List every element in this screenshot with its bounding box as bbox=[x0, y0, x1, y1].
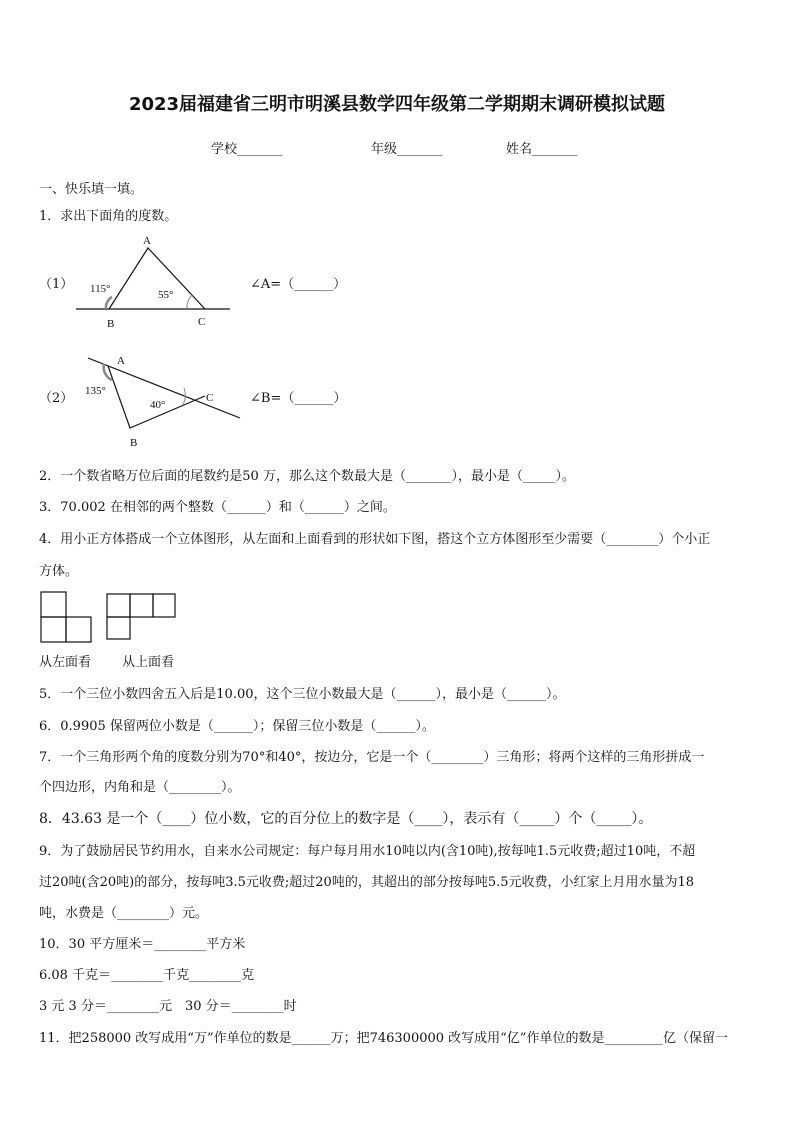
top-view-caption: 从上面看 bbox=[122, 655, 175, 670]
question-10-line-1: 10．30 平方厘米＝________平方米 bbox=[39, 937, 246, 952]
q1-part2-number: （2） bbox=[39, 391, 74, 406]
question-11: 11．把258000 改写成用“万”作单位的数是______万；把746300000 改写成用“亿”作单位的数是_________亿（保留一 bbox=[39, 1031, 728, 1046]
q1-part1-answer: ∠A=（______） bbox=[250, 277, 347, 292]
left-view-square bbox=[41, 617, 66, 642]
vertex-b-label: B bbox=[107, 318, 115, 330]
angle-label-55: 55° bbox=[158, 289, 174, 301]
vertex-a2-label: A bbox=[117, 355, 125, 367]
angle-label-40: 40° bbox=[150, 399, 166, 411]
top-view-square bbox=[130, 594, 153, 617]
left-view-square bbox=[41, 592, 66, 617]
question-10-line-2: 6.08 千克＝________千克________克 bbox=[39, 968, 255, 983]
question-3: 3．70.002 在相邻的两个整数（______）和（______）之间。 bbox=[39, 500, 396, 515]
question-9-line-2: 过20吨(含20吨)的部分，按每吨3.5元收费;超过20吨的，其超出的部分按每吨5.5元收费，小红家上月用水量为18 bbox=[39, 875, 695, 890]
page-title: 2023届福建省三明市明溪县数学四年级第二学期期末调研模拟试题 bbox=[128, 94, 666, 115]
left-view-squares bbox=[41, 592, 91, 642]
q1-part1-number: （1） bbox=[39, 277, 74, 292]
question-7-line-1: 7．一个三角形两个角的度数分别为70°和40°，按边分，它是一个（________）三角形；将两个这样的三角形拼成一 bbox=[39, 750, 705, 765]
question-7-line-2: 个四边形，内角和是（________）。 bbox=[39, 780, 241, 795]
question-2: 2．一个数省略万位后面的尾数约是50 万，那么这个数最大是（_______），最小是（_____）。 bbox=[39, 469, 575, 484]
top-view-square bbox=[107, 594, 130, 617]
question-1-stem: 1．求出下面角的度数。 bbox=[39, 209, 178, 224]
question-4-line-1: 4．用小正方体搭成一个立体图形，从左面和上面看到的形状如下图，搭这个立方体图形至少需要（________）个小正 bbox=[39, 532, 711, 547]
left-view-square bbox=[66, 617, 91, 642]
q1-part2-answer: ∠B=（______） bbox=[250, 391, 347, 406]
question-9-line-3: 吨，水费是（________）元。 bbox=[39, 906, 209, 921]
left-view-caption: 从左面看 bbox=[39, 655, 92, 670]
top-view-squares bbox=[107, 594, 175, 639]
question-8: 8．43.63 是一个（____）位小数，它的百分位上的数字是（____），表示有（_____）个（_____）。 bbox=[39, 811, 653, 827]
question-5: 5．一个三位小数四舍五入后是10.00，这个三位小数最大是（______），最小是（______）。 bbox=[39, 687, 566, 702]
angle-label-115: 115° bbox=[90, 283, 111, 295]
question-6: 6．0.9905 保留两位小数是（______）；保留三位小数是（______）。 bbox=[39, 719, 435, 734]
top-view-square bbox=[107, 617, 130, 639]
name-field: 姓名_______ bbox=[506, 142, 578, 157]
section-heading: 一、快乐填一填。 bbox=[39, 182, 144, 197]
vertex-b2-label: B bbox=[130, 437, 138, 449]
top-view-square bbox=[153, 594, 175, 617]
question-9-line-1: 9．为了鼓励居民节约用水，自来水公司规定：每户每月用水10吨以内(含10吨),按每吨1.5元收费;超过10吨，不超 bbox=[39, 844, 696, 859]
question-10-line-3: 3 元 3 分＝________元 30 分＝________时 bbox=[39, 999, 297, 1014]
grade-field: 年级_______ bbox=[371, 142, 443, 157]
school-field: 学校_______ bbox=[211, 142, 283, 157]
vertex-c2-label: C bbox=[206, 392, 214, 404]
vertex-a-label: A bbox=[143, 235, 151, 247]
vertex-c-label: C bbox=[198, 316, 206, 328]
question-4-line-2: 方体。 bbox=[39, 564, 79, 579]
angle-label-135: 135° bbox=[85, 385, 106, 397]
